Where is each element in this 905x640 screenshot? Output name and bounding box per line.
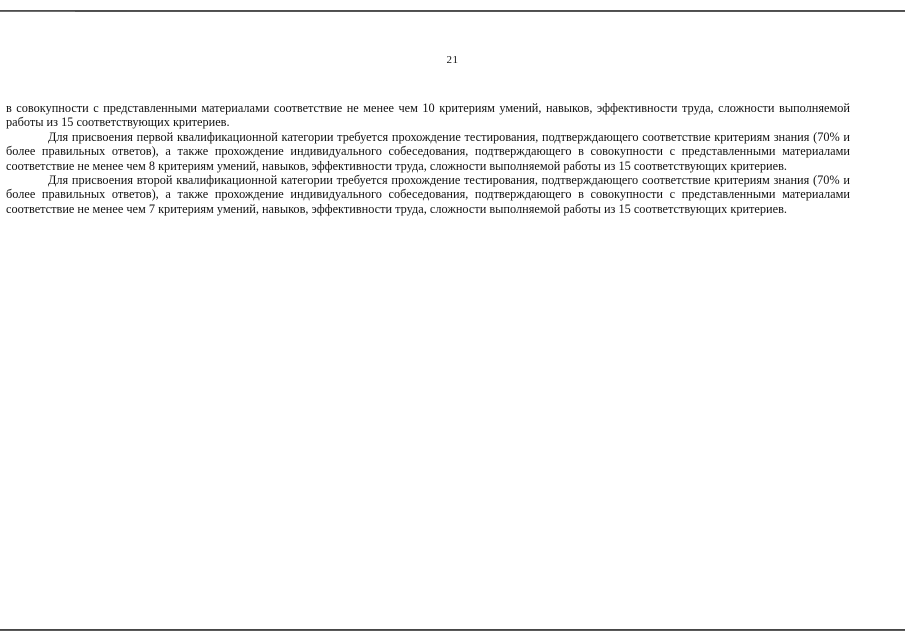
- bottom-scan-border: [0, 629, 905, 631]
- paragraph-second-category: Для присвоения второй квалификационной категории требуется прохождение тестирования, подтверждающего соответствие критериям знания (70% и более правильных ответов), а также прохождение индивидуального собеседования, подтверждающего в совокупности с представленными материалами соответствие не менее чем 7 критериям умений, навыков, эффективности труда, сложности выполняемой работы из 15 соответствующих критериев.: [6, 173, 850, 216]
- paragraph-continuation: в совокупности с представленными материалами соответствие не менее чем 10 критериям умений, навыков, эффективности труда, сложности выполняемой работы из 15 соответствующих критериев.: [6, 101, 850, 130]
- page-number: 21: [446, 54, 459, 66]
- document-body: [6, 101, 850, 216]
- top-scan-border: [0, 10, 905, 12]
- paragraph-first-category: Для присвоения первой квалификационной категории требуется прохождение тестирования, подтверждающего соответствие критериям знания (70% и более правильных ответов), а также прохождение индивидуального собеседования, подтверждающего в совокупности с представленными материалами соответствие не менее чем 8 критериям умений, навыков, эффективности труда, сложности выполняемой работы из 15 соответствующих критериев.: [6, 129, 850, 173]
